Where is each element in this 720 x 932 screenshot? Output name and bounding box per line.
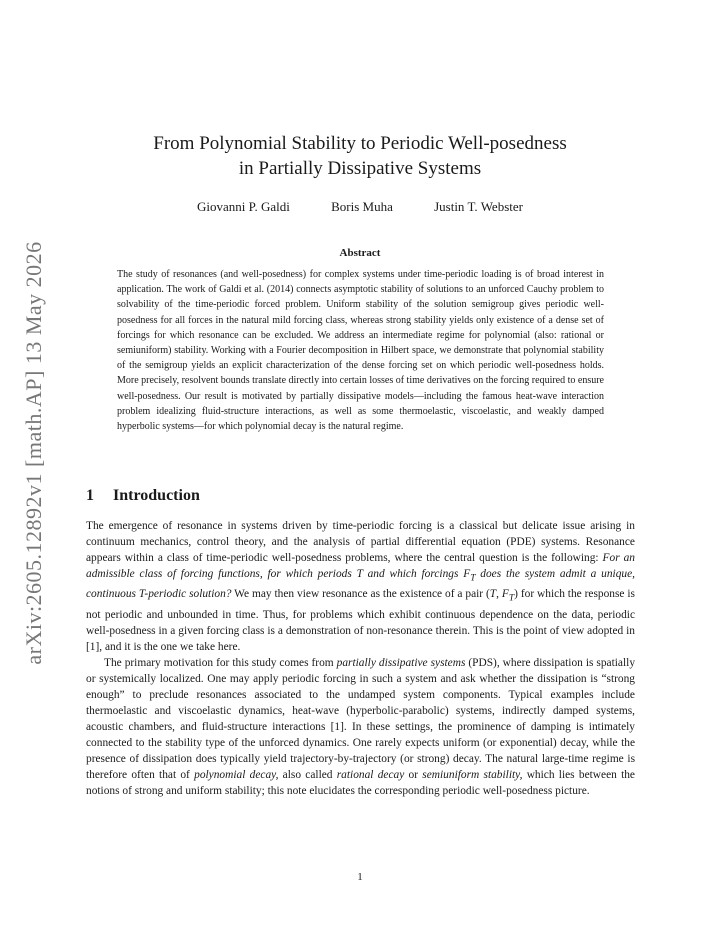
text-run: The emergence of resonance in systems driven by time-periodic forcing is a classical but delicate issue arising in continuum mechanics, control theory, and the analysis of partial differential equation (PDE) systems. Resonance appears within a class of time-periodic well-posedness problems, where the central question is the following:	[86, 520, 635, 564]
text-run: (PDS), where dissipation is spatially or systemically localized. One may apply periodic forcing in such a system and ask whether the dissipation is “strong enough” to preclude resonances associated to the undamped system components. Typical examples include thermoelastic and viscoelastic dynamics, heat-wave (hyperbolic-parabolic) systems, indirectly damped systems, acoustic chambers, and fluid-structure interactions [1]. In these settings, the prominence of damping is intimately connected to the stability type of the unforced dynamics. One rarely expects uniform (or exponential) decay, while the presence of dissipation does typically yield trajectory-by-trajectory (or strong) decay. The natural large-time regime is therefore often that of	[86, 656, 636, 781]
math-T: T	[138, 588, 145, 601]
paragraph	[86, 655, 635, 799]
text-run: and which forcings	[362, 568, 464, 580]
math-F: F	[463, 568, 471, 580]
author-name: Justin T. Webster	[434, 199, 523, 214]
text-run: also called	[278, 768, 337, 781]
text-run: ) for which the response is not periodic and unbounded in time. Thus, for problems which exhibit continuous dependence on the data, periodic well-posedness in a given forcing class is a demonstration of non-resonance therein. This is the point of view adopted in [1], and it is the one we take here.	[86, 588, 635, 653]
paragraph	[86, 518, 635, 655]
author-name: Boris Muha	[331, 199, 393, 214]
section-heading	[86, 487, 200, 505]
text-run: ,	[496, 588, 502, 601]
text-run: or	[404, 768, 423, 781]
text-run: which lies between the notions of strong and uniform stability; this note elucidates the corresponding periodic well-posedness picture.	[86, 768, 635, 797]
math-subscript-T: T	[470, 573, 476, 584]
author-name: Giovanni P. Galdi	[197, 199, 290, 214]
title-line-1: From Polynomial Stability to Periodic Well-posedness	[153, 133, 567, 154]
math-subscript-T: T	[508, 593, 515, 604]
section-number: 1	[86, 487, 94, 504]
emphasis: partially dissipative systems	[336, 656, 466, 669]
emphasis: polynomial decay,	[194, 768, 279, 781]
text-run: For an admissible class of forcing functions, for which periods	[86, 552, 635, 580]
text-run: The primary motivation for this study comes from	[104, 656, 337, 669]
section-title: Introduction	[113, 487, 200, 504]
abstract-text: The study of resonances (and well-posedness) for complex systems under time-periodic loading is of broad interest in application. The work of Galdi et al. (2014) connects asymptotic stability of solutions to an unforced Cauchy problem to solvability of the time-periodic forced problem. Uniform stability of the solution semigroup gives periodic well-posedness for all forces in the natural mild forcing class, whereas strong stability yields only existence of a dense set of forcings for which resonance can be excluded. We address an intermediate regime for polynomial (also: rational or semiuniform) stability. Working with a Fourier decomposition in Hilbert space, we demonstrate that polynomial stability of the semigroup yields an explicit characterization of the dense forcing set on which periodic well-posedness holds. More precisely, resolvent bounds translate directly into certain losses of time derivatives on the forcing required to ensure well-posedness. Our result is motivated by partially dissipative models—including the famous heat-wave interaction problem idealizing fluid-structure interactions, as well as some thermoelastic, viscoelastic, and weakly damped hyperbolic systems—for which polynomial decay is the natural regime.	[117, 269, 604, 433]
math-F-T	[501, 588, 515, 604]
abstract-heading: Abstract	[339, 247, 381, 259]
math-F: F	[501, 588, 509, 601]
page-number: 1	[357, 871, 363, 883]
math-T: T	[489, 588, 497, 601]
arxiv-identifier-stamp: arXiv:2605.12892v1 [math.AP] 13 May 2026	[21, 241, 46, 665]
title-line-2: in Partially Dissipative Systems	[238, 158, 482, 179]
emphasis: rational decay	[336, 768, 405, 781]
author-list	[0, 199, 720, 215]
emphasis: semiuniform stability,	[422, 768, 523, 781]
introduction-body	[86, 518, 635, 799]
text-run: We may then view resonance as the existence of a pair (	[231, 588, 490, 601]
text-run: does the system admit a unique, continuous	[86, 568, 635, 601]
paper-title	[0, 131, 720, 181]
math-T: T	[356, 568, 363, 580]
text-run: -periodic solution?	[144, 588, 232, 601]
